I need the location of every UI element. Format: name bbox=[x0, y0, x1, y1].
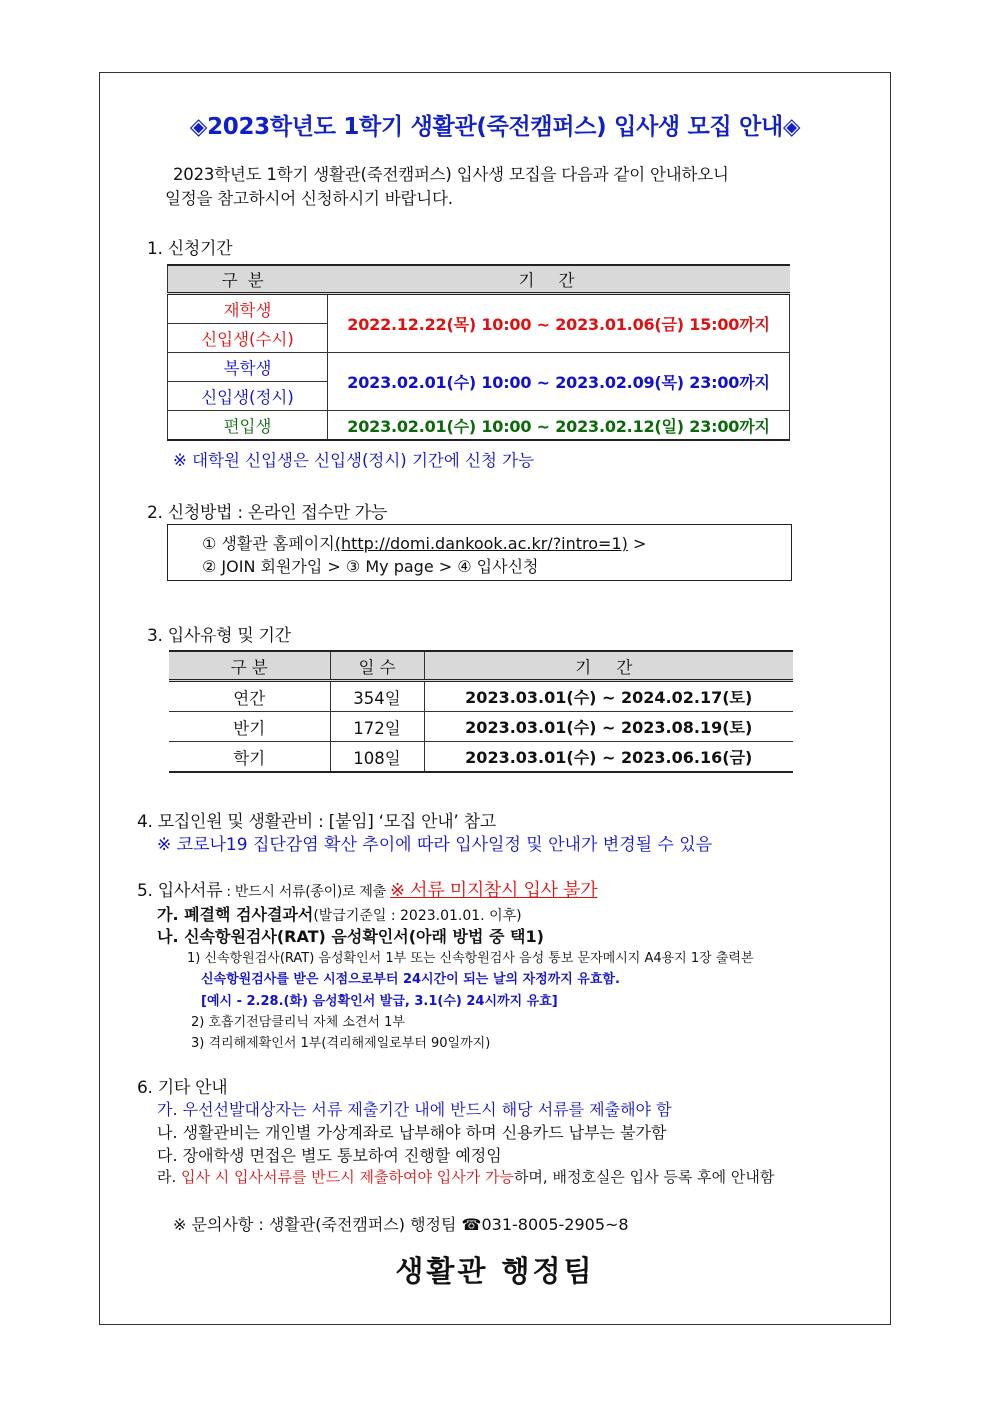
step1-line bbox=[202, 531, 646, 554]
period-2: 2023.02.01(수) 10:00 ~ 2023.02.09(목) 23:00까지 bbox=[328, 353, 790, 411]
col-period-header: 기간 bbox=[328, 265, 790, 294]
period-semester: 2023.03.01(수) ~ 2023.06.16(금) bbox=[424, 742, 793, 773]
row-label-freshman-regular: 신입생(정시) bbox=[168, 382, 328, 411]
homepage-link[interactable]: (http://domi.dankook.ac.kr/?intro=1) bbox=[334, 534, 628, 553]
sub1-example: [예시 - 2.28.(화) 음성확인서 발급, 3.1(수) 24시까지 유효] bbox=[201, 994, 558, 1009]
period-annual: 2023.03.01(수) ~ 2024.02.17(토) bbox=[424, 681, 793, 712]
section5-heading bbox=[137, 876, 597, 902]
sub3-line: 3) 격리해제확인서 1부(격리해제일로부터 90일까지) bbox=[191, 1036, 491, 1051]
days-half: 172일 bbox=[330, 712, 424, 742]
section2-heading: 2. 신청방법 : 온라인 접수만 가능 bbox=[147, 503, 388, 523]
contact-info: ※ 문의사항 : 생활관(죽전캠퍼스) 행정팀 ☎031-8005-2905~8 bbox=[173, 1215, 629, 1234]
row-label-returning: 재학생 bbox=[168, 294, 328, 324]
row-label-transfer: 편입생 bbox=[168, 411, 328, 441]
days-semester: 108일 bbox=[330, 742, 424, 773]
col-category-header: 구분 bbox=[168, 265, 328, 294]
section1-note: ※ 대학원 신입생은 신입생(정시) 기간에 신청 가능 bbox=[173, 451, 535, 470]
footer-signature: 생활관 행정팀 bbox=[395, 1254, 595, 1288]
col-period-header-3: 기 간 bbox=[424, 651, 793, 681]
row-label-freshman-early: 신입생(수시) bbox=[168, 324, 328, 353]
section5-heading-sub: : 반드시 서류(종이)로 제출 bbox=[222, 884, 390, 900]
document-frame bbox=[99, 72, 891, 1325]
sub1-note: 신속항원검사를 받은 시점으로부터 24시간이 되는 날의 자정까지 유효함. bbox=[201, 972, 620, 987]
residence-type-table bbox=[169, 650, 793, 773]
step2-line: ② JOIN 회원가입 > ③ My page > ④ 입사신청 bbox=[202, 557, 539, 576]
section1-heading: 1. 신청기간 bbox=[147, 239, 233, 259]
period-half: 2023.03.01(수) ~ 2023.08.19(토) bbox=[424, 712, 793, 742]
section4-note: ※ 코로나19 집단감염 확산 추이에 따라 입사일정 및 안내가 변경될 수 있음 bbox=[157, 835, 713, 855]
application-method-box bbox=[167, 524, 792, 581]
item-a-sub: (발급기준일 : 2023.01.01. 이후) bbox=[313, 908, 522, 924]
item-d-highlight: 입사 시 입사서류를 반드시 제출하여야 입사가 가능 bbox=[181, 1168, 514, 1186]
section3-heading: 3. 입사유형 및 기간 bbox=[147, 626, 291, 646]
step1-prefix: ① 생활관 홈페이지 bbox=[202, 534, 335, 553]
item-b-line: 나. 신속항원검사(RAT) 음성확인서(아래 방법 중 택1) bbox=[157, 927, 544, 946]
section4-heading: 4. 모집인원 및 생활관비 : [붙임] ‘모집 안내’ 참고 bbox=[137, 812, 496, 832]
type-semester: 학기 bbox=[169, 742, 330, 773]
type-half: 반기 bbox=[169, 712, 330, 742]
row-label-readmitted: 복학생 bbox=[168, 353, 328, 382]
sub1-line: 1) 신속항원검사(RAT) 음성확인서 1부 또는 신속항원검사 음성 통보 문자메시지 A4용지 1장 출력본 bbox=[187, 951, 754, 966]
item-d-prefix: 라. bbox=[157, 1168, 182, 1186]
section6-item-d bbox=[157, 1166, 774, 1187]
section6-heading: 6. 기타 안내 bbox=[137, 1078, 228, 1098]
days-annual: 354일 bbox=[330, 681, 424, 712]
col-days-header: 일 수 bbox=[330, 651, 424, 681]
period-3: 2023.02.01(수) 10:00 ~ 2023.02.12(일) 23:00까지 bbox=[328, 411, 790, 441]
intro-line-1: 2023학년도 1학기 생활관(죽전캠퍼스) 입사생 모집을 다음과 같이 안내하오니 bbox=[173, 165, 729, 184]
section5-heading-main: 5. 입사서류 bbox=[137, 881, 223, 901]
item-a-main: 가. 폐결핵 검사결과서 bbox=[157, 905, 314, 924]
section6-item-a: 가. 우선선발대상자는 서류 제출기간 내에 반드시 해당 서류를 제출해야 함 bbox=[157, 1100, 672, 1119]
period-1: 2022.12.22(목) 10:00 ~ 2023.01.06(금) 15:00까지 bbox=[328, 294, 790, 353]
col-type-header: 구 분 bbox=[169, 651, 330, 681]
section6-item-c: 다. 장애학생 면접은 별도 통보하여 진행할 예정임 bbox=[157, 1146, 502, 1165]
type-annual: 연간 bbox=[169, 681, 330, 712]
step1-suffix: > bbox=[627, 534, 647, 553]
section6-item-b: 나. 생활관비는 개인별 가상계좌로 납부해야 하며 신용카드 납부는 불가함 bbox=[157, 1123, 667, 1142]
page-title: ◈2023학년도 1학기 생활관(죽전캠퍼스) 입사생 모집 안내◈ bbox=[189, 114, 801, 140]
item-a-line bbox=[157, 902, 522, 925]
sub2-line: 2) 호흡기전담클리닉 자체 소견서 1부 bbox=[191, 1015, 405, 1030]
application-period-table bbox=[167, 264, 790, 441]
intro-line-2: 일정을 참고하시어 신청하시기 바랍니다. bbox=[165, 189, 453, 208]
section5-warning: ※ 서류 미지참시 입사 불가 bbox=[389, 880, 598, 901]
item-d-suffix: 하며, 배정호실은 입사 등록 후에 안내함 bbox=[513, 1168, 775, 1186]
